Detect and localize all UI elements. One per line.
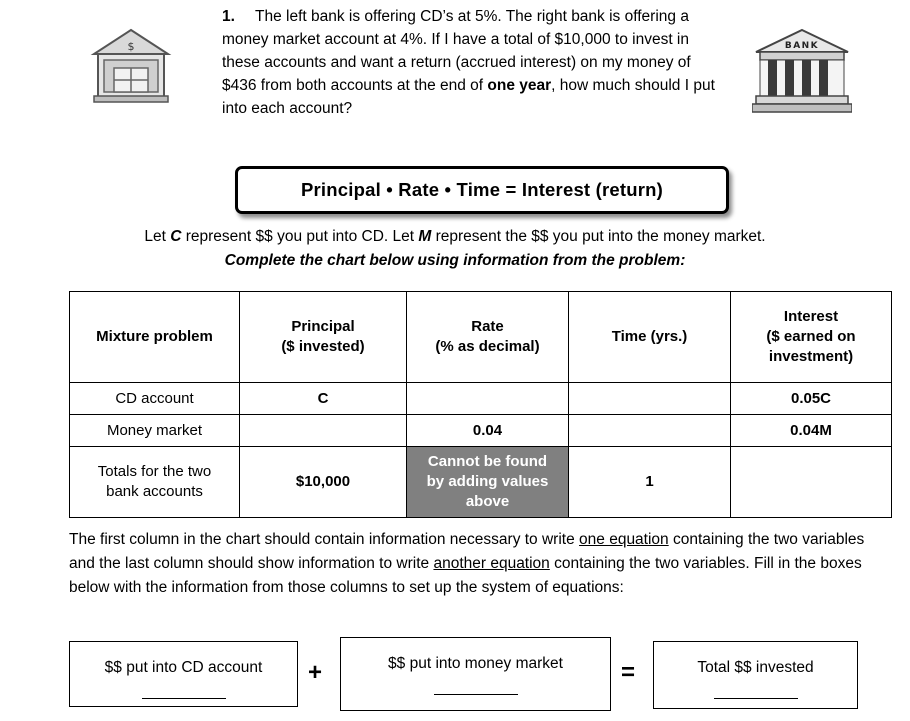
equation-box-money-market[interactable] xyxy=(340,637,611,711)
cell-principal-money-market[interactable] xyxy=(240,415,407,447)
problem-text-part2: , how much should I put into each account? xyxy=(222,76,715,117)
mixture-problem-table xyxy=(69,291,892,518)
equation-box-cd-account[interactable] xyxy=(69,641,298,707)
bank-icon-label: BANK xyxy=(784,41,820,51)
cell-time-cd[interactable] xyxy=(569,383,731,415)
paragraph-part2: containing the two variables and the last column should show information to write xyxy=(69,531,865,573)
cell-interest-money-market[interactable]: 0.04M xyxy=(731,415,892,447)
variable-c: C xyxy=(170,228,182,245)
equals-operator: = xyxy=(621,659,636,686)
cell-interest-cd[interactable]: 0.05C xyxy=(731,383,892,415)
problem-text xyxy=(222,6,722,121)
header-interest: Interest ($ earned on investment) xyxy=(731,292,892,383)
equation-box-1-blank[interactable] xyxy=(142,683,226,699)
header-principal: Principal ($ invested) xyxy=(240,292,407,383)
let-c-suffix: represent $$ you put into CD. Let xyxy=(181,228,419,245)
variable-definitions xyxy=(0,228,910,246)
plus-operator: + xyxy=(308,659,323,686)
paragraph-part1: The first column in the chart should contain information necessary to write xyxy=(69,531,580,548)
cell-principal-cd[interactable]: C xyxy=(240,383,407,415)
table-row-money-market xyxy=(70,415,892,447)
cell-rate-cd[interactable] xyxy=(407,383,569,415)
table-row-cd-account xyxy=(70,383,892,415)
paragraph-part3: containing the two variables. Fill in the boxes below with the information from those columns to set up the system of equations: xyxy=(69,555,862,597)
let-m-suffix: represent the $$ you put into the money market. xyxy=(431,228,766,245)
instructions-paragraph xyxy=(69,528,893,600)
equation-box-3-label: Total $$ invested xyxy=(697,659,814,676)
equation-box-3-blank[interactable] xyxy=(714,683,798,699)
cell-interest-totals[interactable] xyxy=(731,447,892,518)
chart-instruction: Complete the chart below using information from the problem: xyxy=(224,252,686,269)
paragraph-underline-one-equation: one equation xyxy=(579,531,669,548)
equation-box-1-label: $$ put into CD account xyxy=(104,659,263,676)
formula-label: Principal • Rate • Time = Interest (return) xyxy=(300,179,663,200)
problem-number: 1. xyxy=(222,8,235,25)
equation-box-2-blank[interactable] xyxy=(434,679,518,695)
svg-text:$: $ xyxy=(127,40,135,53)
bank-building-icon xyxy=(88,28,174,106)
variable-m: M xyxy=(418,228,432,245)
header-rate: Rate (% as decimal) xyxy=(407,292,569,383)
bank-columns-icon xyxy=(752,28,852,116)
cell-time-money-market[interactable] xyxy=(569,415,731,447)
cell-label-cd: CD account xyxy=(70,383,240,415)
equation-setup-area xyxy=(0,637,910,721)
paragraph-underline-another-equation: another equation xyxy=(433,555,550,573)
header-mixture-problem: Mixture problem xyxy=(70,292,240,383)
formula-box xyxy=(235,166,729,214)
table-header-row xyxy=(70,292,892,383)
equation-box-total[interactable] xyxy=(653,641,858,709)
problem-statement-row xyxy=(0,0,910,160)
let-c-prefix: Let xyxy=(144,228,171,245)
problem-text-part1: The left bank is offering CD’s at 5%. The right bank is offering a money market account at 4%. If I have a total of $10,000 to invest in these accounts and want a return (accrued interest) on my money of $436 from both accounts at the end of xyxy=(222,8,691,94)
cell-label-money-market: Money market xyxy=(70,415,240,447)
problem-bold-phrase: one year xyxy=(487,76,552,94)
cell-principal-totals[interactable]: $10,000 xyxy=(240,447,407,518)
equation-box-2-label: $$ put into money market xyxy=(388,655,563,672)
cell-label-totals: Totals for the two bank accounts xyxy=(70,447,240,518)
cell-time-totals[interactable]: 1 xyxy=(569,447,731,518)
table-row-totals xyxy=(70,447,892,518)
cell-rate-totals-shaded: Cannot be found by adding values above xyxy=(407,447,569,518)
cell-rate-money-market[interactable]: 0.04 xyxy=(407,415,569,447)
header-time: Time (yrs.) xyxy=(569,292,731,383)
